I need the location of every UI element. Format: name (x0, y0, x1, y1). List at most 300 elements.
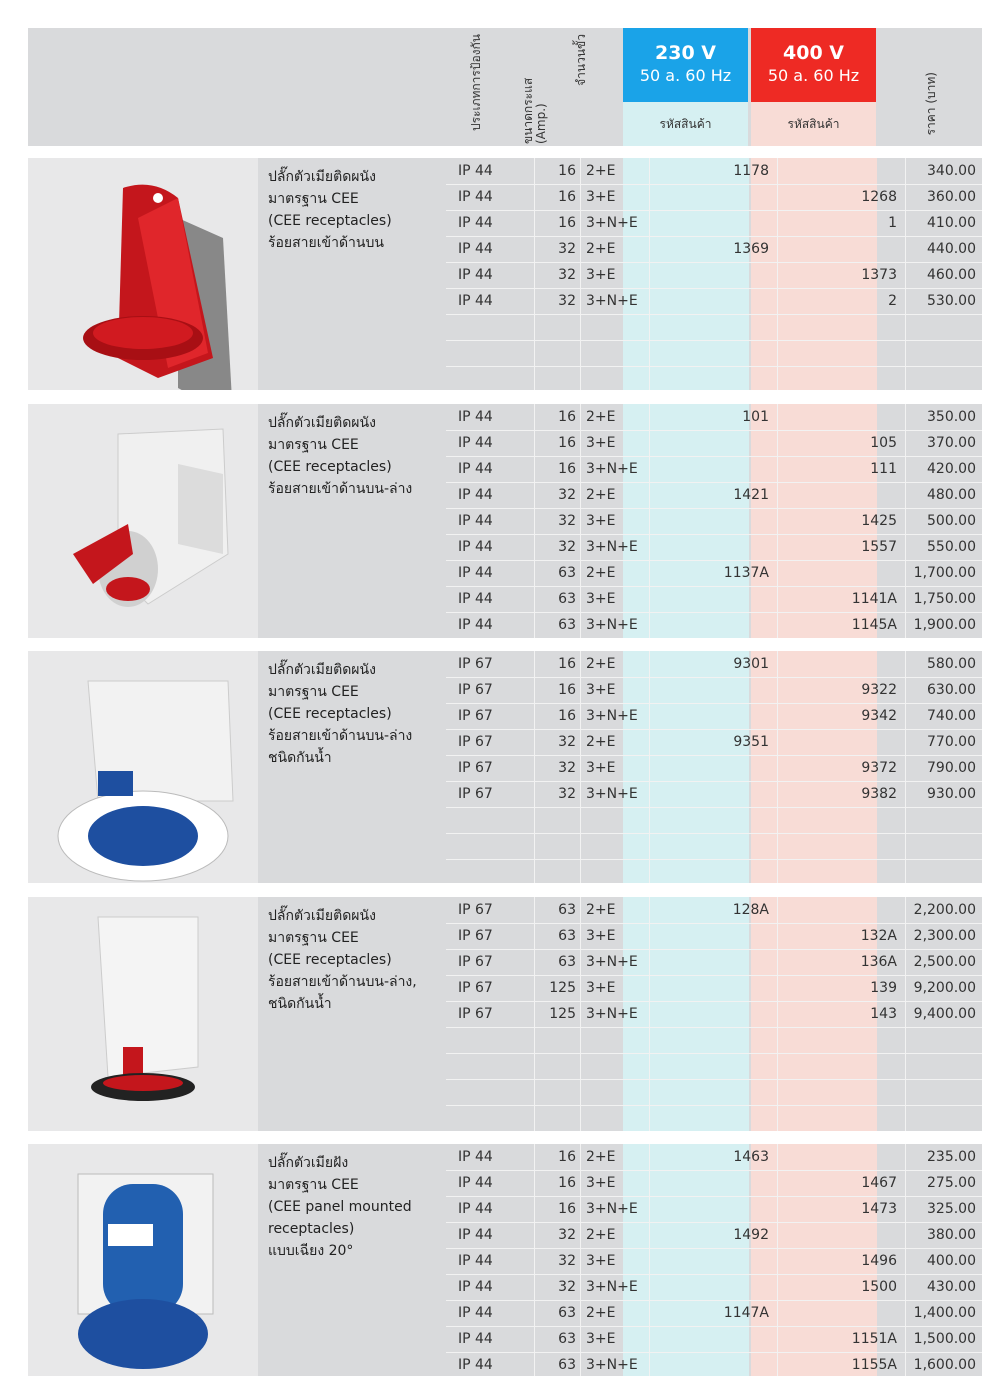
code-400-cell: 9322 (861, 682, 897, 698)
table-row (446, 703, 982, 729)
protection-cell: IP 44 (458, 617, 493, 633)
amp-cell: 16 (558, 1201, 576, 1217)
description-line: ปลั๊กตัวเมียติดผนัง (268, 662, 376, 678)
poles-cell: 3+E (586, 1331, 616, 1347)
price-cell: 1,400.00 (913, 1305, 976, 1321)
poles-cell: 3+E (586, 189, 616, 205)
protection-cell: IP 44 (458, 1331, 493, 1347)
code-400-cell (779, 560, 897, 586)
poles-cell: 3+N+E (586, 1006, 638, 1022)
code-400-cell: 111 (870, 461, 897, 477)
table-row (446, 184, 982, 210)
price-cell: 275.00 (927, 1175, 976, 1191)
col-amp-header: ขนาดกระแส (Amp.) (521, 77, 548, 144)
price-cell: 1,700.00 (913, 565, 976, 581)
protection-cell: IP 44 (458, 241, 493, 257)
poles-cell: 2+E (586, 734, 616, 750)
product-section (28, 651, 982, 883)
protection-cell: IP 44 (458, 539, 493, 555)
table-row (446, 975, 982, 1001)
table-row (446, 1170, 982, 1196)
protection-cell: IP 44 (458, 1227, 493, 1243)
code-400-cell: 136A (860, 954, 897, 970)
description-line: ชนิดกันน้ำ (268, 996, 332, 1012)
code-230-cell (651, 1170, 769, 1196)
amp-cell: 32 (558, 1253, 576, 1269)
price-cell: 430.00 (927, 1279, 976, 1295)
code-230-cell (651, 1326, 769, 1352)
price-cell: 530.00 (927, 293, 976, 309)
poles-cell: 2+E (586, 1305, 616, 1321)
product-description (268, 166, 448, 254)
price-cell: 740.00 (927, 708, 976, 724)
row-divider (446, 1079, 982, 1080)
amp-cell: 125 (549, 1006, 576, 1022)
amp-cell: 16 (558, 708, 576, 724)
protection-cell: IP 44 (458, 1253, 493, 1269)
table-row (446, 508, 982, 534)
code-400-cell (779, 1222, 897, 1248)
table-row (446, 1274, 982, 1300)
code-230-cell (651, 262, 769, 288)
code-400-cell: 1425 (861, 513, 897, 529)
poles-cell: 3+E (586, 513, 616, 529)
description-line: ชนิดกันน้ำ (268, 750, 332, 766)
code-230-cell: 1178 (733, 163, 769, 179)
price-cell: 930.00 (927, 786, 976, 802)
amp-cell: 16 (558, 682, 576, 698)
protection-cell: IP 44 (458, 293, 493, 309)
poles-cell: 3+E (586, 267, 616, 283)
code-230-cell (651, 781, 769, 807)
amp-cell: 63 (558, 928, 576, 944)
row-divider (446, 859, 982, 860)
code-230-cell (651, 949, 769, 975)
poles-cell: 3+N+E (586, 539, 638, 555)
poles-cell: 3+N+E (586, 786, 638, 802)
code-400-cell: 1141A (851, 591, 897, 607)
description-line: มาตรฐาน CEE (268, 930, 359, 946)
row-divider (446, 1105, 982, 1106)
description-line: (CEE panel mounted (268, 1199, 412, 1215)
protection-cell: IP 67 (458, 902, 493, 918)
price-cell: 420.00 (927, 461, 976, 477)
price-cell: 790.00 (927, 760, 976, 776)
col-price-header: ราคา (บาท) (924, 72, 938, 136)
code-230-cell: 1421 (733, 487, 769, 503)
table-row (446, 288, 982, 314)
poles-cell: 3+E (586, 1253, 616, 1269)
voltage-230-header (623, 28, 748, 102)
code-400-cell: 1473 (861, 1201, 897, 1217)
description-line: receptacles) (268, 1221, 355, 1237)
amp-cell: 16 (558, 409, 576, 425)
row-divider (446, 807, 982, 808)
panel-socket-icon (28, 1144, 258, 1376)
description-line: ร้อยสายเข้าด้านบน-ล่าง (268, 728, 413, 744)
price-cell: 770.00 (927, 734, 976, 750)
amp-cell: 16 (558, 656, 576, 672)
description-line: ร้อยสายเข้าด้านบน-ล่าง (268, 481, 413, 497)
code-400-cell (779, 1144, 897, 1170)
amp-cell: 32 (558, 786, 576, 802)
code-230-cell (651, 1352, 769, 1378)
protection-cell: IP 44 (458, 215, 493, 231)
amp-cell: 63 (558, 1357, 576, 1373)
row-divider (446, 340, 982, 341)
amp-cell: 32 (558, 734, 576, 750)
amp-cell: 63 (558, 1305, 576, 1321)
price-cell: 550.00 (927, 539, 976, 555)
price-cell: 9,400.00 (913, 1006, 976, 1022)
table-row (446, 755, 982, 781)
table-row (446, 158, 982, 184)
row-divider (446, 833, 982, 834)
protection-cell: IP 44 (458, 487, 493, 503)
table-row (446, 1222, 982, 1248)
code-400-cell (779, 236, 897, 262)
product-section (28, 158, 982, 390)
poles-cell: 3+E (586, 1175, 616, 1191)
code-400-cell (779, 651, 897, 677)
poles-cell: 2+E (586, 565, 616, 581)
poles-cell: 3+N+E (586, 1279, 638, 1295)
waterproof-socket-icon (28, 651, 258, 883)
protection-cell: IP 44 (458, 1201, 493, 1217)
price-cell: 500.00 (927, 513, 976, 529)
poles-cell: 3+E (586, 682, 616, 698)
amp-cell: 63 (558, 1331, 576, 1347)
protection-cell: IP 44 (458, 163, 493, 179)
amp-cell: 63 (558, 954, 576, 970)
amp-cell: 16 (558, 1149, 576, 1165)
code-400-cell: 1151A (851, 1331, 897, 1347)
price-cell: 460.00 (927, 267, 976, 283)
code-230-cell (651, 184, 769, 210)
poles-cell: 2+E (586, 487, 616, 503)
table-row (446, 729, 982, 755)
code-400-cell: 9342 (861, 708, 897, 724)
code-400-cell: 2 (888, 293, 897, 309)
poles-cell: 3+E (586, 760, 616, 776)
code-230-cell (651, 534, 769, 560)
protection-cell: IP 44 (458, 513, 493, 529)
poles-cell: 3+E (586, 928, 616, 944)
description-line: (CEE receptacles) (268, 706, 392, 722)
red-wall-socket-icon (28, 158, 258, 390)
code-230-cell: 9351 (733, 734, 769, 750)
grey-wall-socket-icon (28, 404, 258, 638)
code-400-cell (779, 729, 897, 755)
code-400-cell (779, 1300, 897, 1326)
price-cell: 380.00 (927, 1227, 976, 1243)
price-cell: 2,300.00 (913, 928, 976, 944)
amp-cell: 16 (558, 1175, 576, 1191)
amp-cell: 63 (558, 565, 576, 581)
description-line: มาตรฐาน CEE (268, 437, 359, 453)
code-230-cell (651, 755, 769, 781)
protection-cell: IP 44 (458, 435, 493, 451)
table-row (446, 1326, 982, 1352)
code-230-cell: 1147A (723, 1305, 769, 1321)
protection-cell: IP 44 (458, 1175, 493, 1191)
amp-cell: 63 (558, 591, 576, 607)
description-line: มาตรฐาน CEE (268, 191, 359, 207)
code-400-cell (779, 158, 897, 184)
description-line: แบบเฉียง 20° (268, 1243, 354, 1259)
code-400-cell: 132A (860, 928, 897, 944)
price-cell: 630.00 (927, 682, 976, 698)
code-230-cell (651, 210, 769, 236)
price-cell: 480.00 (927, 487, 976, 503)
protection-cell: IP 67 (458, 760, 493, 776)
amp-cell: 32 (558, 487, 576, 503)
freq-230-label: 50 a. 60 Hz (639, 66, 732, 85)
poles-cell: 2+E (586, 1227, 616, 1243)
code-400-cell: 9382 (861, 786, 897, 802)
amp-cell: 32 (558, 1279, 576, 1295)
protection-cell: IP 67 (458, 1006, 493, 1022)
product-section (28, 404, 982, 638)
table-row (446, 781, 982, 807)
poles-cell: 3+N+E (586, 954, 638, 970)
poles-cell: 3+N+E (586, 1357, 638, 1373)
price-cell: 410.00 (927, 215, 976, 231)
freq-400-label: 50 a. 60 Hz (767, 66, 860, 85)
product-section (28, 1144, 982, 1376)
amp-cell: 32 (558, 539, 576, 555)
code-400-cell: 143 (870, 1006, 897, 1022)
amp-cell: 32 (558, 293, 576, 309)
description-line: (CEE receptacles) (268, 952, 392, 968)
code-400-cell (779, 404, 897, 430)
poles-cell: 2+E (586, 902, 616, 918)
amp-cell: 63 (558, 902, 576, 918)
description-line: มาตรฐาน CEE (268, 684, 359, 700)
code-230-cell (651, 677, 769, 703)
table-row (446, 404, 982, 430)
amp-cell: 32 (558, 760, 576, 776)
code-230-cell (651, 1248, 769, 1274)
amp-cell: 16 (558, 215, 576, 231)
amp-cell: 32 (558, 1227, 576, 1243)
code-230-cell (651, 975, 769, 1001)
code-400-cell: 1155A (851, 1357, 897, 1373)
table-row (446, 430, 982, 456)
price-cell: 1,600.00 (913, 1357, 976, 1373)
product-description (268, 1152, 448, 1262)
price-cell: 2,200.00 (913, 902, 976, 918)
code-400-cell (779, 482, 897, 508)
table-row (446, 210, 982, 236)
poles-cell: 3+N+E (586, 461, 638, 477)
poles-cell: 2+E (586, 656, 616, 672)
price-cell: 1,750.00 (913, 591, 976, 607)
amp-cell: 16 (558, 461, 576, 477)
price-cell: 340.00 (927, 163, 976, 179)
code-230-cell: 1137A (723, 565, 769, 581)
product-description (268, 659, 448, 769)
code-230-cell: 1492 (733, 1227, 769, 1243)
code-230-cell (651, 288, 769, 314)
protection-cell: IP 44 (458, 565, 493, 581)
protection-cell: IP 44 (458, 189, 493, 205)
price-cell: 235.00 (927, 1149, 976, 1165)
code-230-cell: 1369 (733, 241, 769, 257)
amp-cell: 16 (558, 189, 576, 205)
price-cell: 325.00 (927, 1201, 976, 1217)
protection-cell: IP 44 (458, 1305, 493, 1321)
table-row (446, 1196, 982, 1222)
code-400-cell: 1268 (861, 189, 897, 205)
table-row (446, 456, 982, 482)
price-cell: 580.00 (927, 656, 976, 672)
price-cell: 440.00 (927, 241, 976, 257)
voltage-400-label: 400 V (783, 42, 844, 64)
amp-cell: 63 (558, 617, 576, 633)
tall-wall-socket-icon (28, 897, 258, 1131)
code-400-cell: 1145A (851, 617, 897, 633)
table-row (446, 677, 982, 703)
table-row (446, 236, 982, 262)
table-row (446, 1144, 982, 1170)
description-line: ร้อยสายเข้าด้านบน-ล่าง, (268, 974, 417, 990)
protection-cell: IP 67 (458, 786, 493, 802)
description-line: ปลั๊กตัวเมียติดผนัง (268, 908, 376, 924)
code-230-cell (651, 508, 769, 534)
code-400-cell: 139 (870, 980, 897, 996)
code-230-cell (651, 1274, 769, 1300)
voltage-400-header (751, 28, 876, 102)
row-divider (446, 1053, 982, 1054)
code-230-cell (651, 612, 769, 638)
poles-cell: 3+E (586, 435, 616, 451)
amp-cell: 32 (558, 267, 576, 283)
poles-cell: 3+N+E (586, 1201, 638, 1217)
description-line: ปลั๊กตัวเมียติดผนัง (268, 169, 376, 185)
poles-cell: 2+E (586, 409, 616, 425)
price-cell: 1,900.00 (913, 617, 976, 633)
price-cell: 360.00 (927, 189, 976, 205)
description-line: มาตรฐาน CEE (268, 1177, 359, 1193)
protection-cell: IP 44 (458, 1357, 493, 1373)
table-row (446, 1352, 982, 1378)
protection-cell: IP 44 (458, 591, 493, 607)
col-protection-header: ประเภทการป้องกัน (469, 34, 483, 132)
table-row (446, 612, 982, 638)
code-230-cell (651, 923, 769, 949)
poles-cell: 3+N+E (586, 708, 638, 724)
code-400-header: รหัสสินค้า (751, 102, 876, 146)
protection-cell: IP 67 (458, 954, 493, 970)
product-description (268, 412, 448, 500)
poles-cell: 2+E (586, 241, 616, 257)
protection-cell: IP 44 (458, 461, 493, 477)
table-row (446, 651, 982, 677)
protection-cell: IP 67 (458, 708, 493, 724)
table-row (446, 1001, 982, 1027)
protection-cell: IP 67 (458, 734, 493, 750)
amp-cell: 16 (558, 435, 576, 451)
code-400-cell: 105 (870, 435, 897, 451)
amp-cell: 125 (549, 980, 576, 996)
table-row (446, 586, 982, 612)
poles-cell: 2+E (586, 1149, 616, 1165)
protection-cell: IP 44 (458, 1149, 493, 1165)
code-400-cell (779, 897, 897, 923)
code-230-cell: 128A (732, 902, 769, 918)
code-400-cell: 9372 (861, 760, 897, 776)
table-row (446, 923, 982, 949)
product-description (268, 905, 448, 1015)
product-section (28, 897, 982, 1131)
poles-cell: 3+N+E (586, 293, 638, 309)
table-row (446, 560, 982, 586)
code-230-cell (651, 430, 769, 456)
voltage-230-label: 230 V (655, 42, 716, 64)
price-cell: 9,200.00 (913, 980, 976, 996)
protection-cell: IP 44 (458, 409, 493, 425)
price-cell: 1,500.00 (913, 1331, 976, 1347)
code-400-cell: 1 (888, 215, 897, 231)
table-row (446, 482, 982, 508)
code-230-cell (651, 1001, 769, 1027)
price-cell: 400.00 (927, 1253, 976, 1269)
protection-cell: IP 44 (458, 1279, 493, 1295)
table-row (446, 1248, 982, 1274)
amp-cell: 16 (558, 163, 576, 179)
row-divider (446, 314, 982, 315)
poles-cell: 3+N+E (586, 617, 638, 633)
amp-cell: 32 (558, 513, 576, 529)
row-divider (446, 1027, 982, 1028)
code-400-cell: 1373 (861, 267, 897, 283)
code-230-cell (651, 703, 769, 729)
protection-cell: IP 67 (458, 682, 493, 698)
code-400-cell: 1557 (861, 539, 897, 555)
poles-cell: 3+N+E (586, 215, 638, 231)
amp-cell: 32 (558, 241, 576, 257)
poles-cell: 3+E (586, 980, 616, 996)
code-230-cell: 9301 (733, 656, 769, 672)
description-line: ปลั๊กตัวเมียติดผนัง (268, 415, 376, 431)
code-230-cell (651, 1196, 769, 1222)
description-line: (CEE receptacles) (268, 459, 392, 475)
code-230-header: รหัสสินค้า (623, 102, 748, 146)
protection-cell: IP 67 (458, 928, 493, 944)
price-cell: 2,500.00 (913, 954, 976, 970)
poles-cell: 3+E (586, 591, 616, 607)
protection-cell: IP 67 (458, 656, 493, 672)
code-400-cell: 1496 (861, 1253, 897, 1269)
poles-cell: 2+E (586, 163, 616, 179)
code-400-cell: 1500 (861, 1279, 897, 1295)
table-row (446, 1300, 982, 1326)
code-230-cell (651, 586, 769, 612)
col-poles-header: จำนวนขั้ว (574, 34, 588, 86)
table-row (446, 534, 982, 560)
description-line: (CEE receptacles) (268, 213, 392, 229)
table-row (446, 949, 982, 975)
price-cell: 350.00 (927, 409, 976, 425)
protection-cell: IP 67 (458, 980, 493, 996)
code-230-cell: 1463 (733, 1149, 769, 1165)
code-230-cell (651, 456, 769, 482)
description-line: ร้อยสายเข้าด้านบน (268, 235, 384, 251)
code-230-cell: 101 (742, 409, 769, 425)
table-row (446, 897, 982, 923)
row-divider (446, 366, 982, 367)
